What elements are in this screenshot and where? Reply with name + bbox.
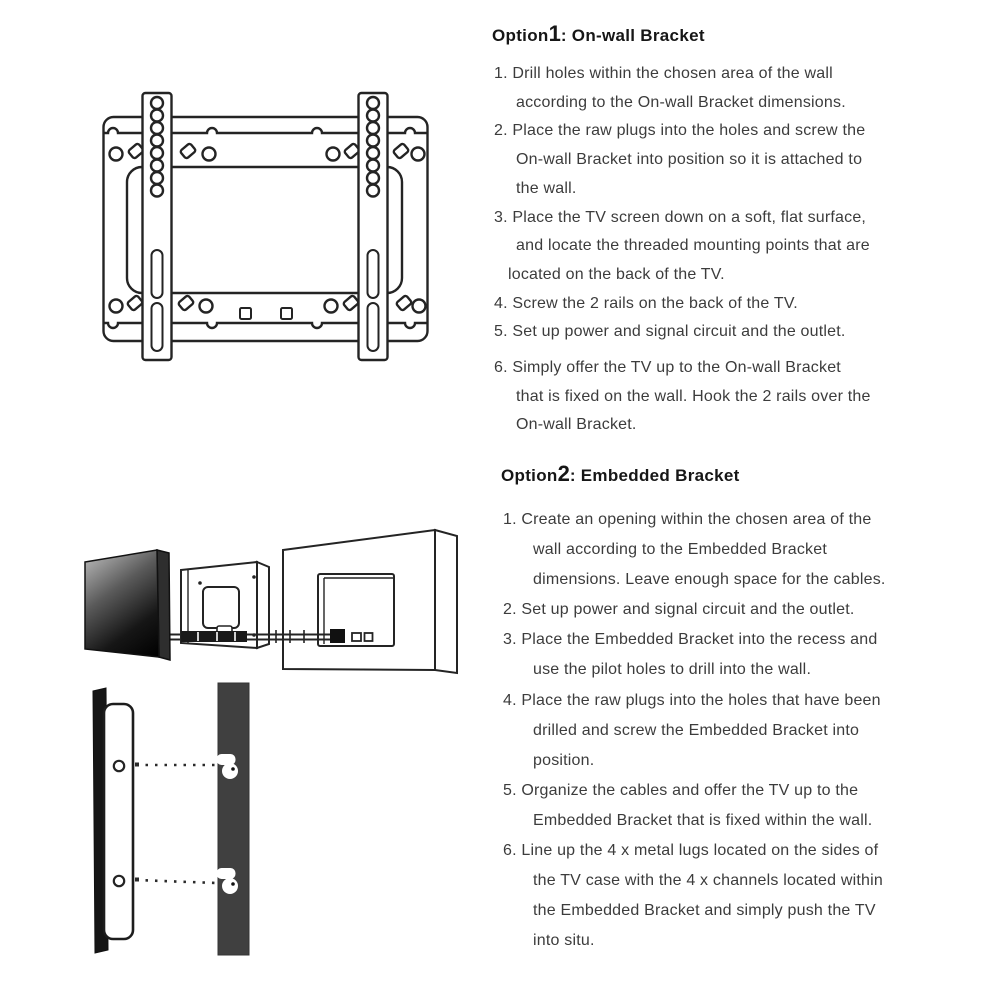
option1-heading (492, 21, 705, 47)
wall-slab (283, 530, 457, 673)
instruction-line: that is fixed on the wall. Hook the 2 rails over the (516, 387, 871, 405)
dotted-line-start (135, 878, 139, 882)
instruction-line: Embedded Bracket that is fixed within the wall. (533, 811, 873, 829)
instruction-line: and locate the threaded mounting points that are (516, 237, 870, 255)
option1-heading-prefix: Option (492, 26, 549, 45)
instruction-line: wall according to the Embedded Bracket (533, 541, 827, 559)
step (494, 318, 871, 347)
outlet-socket (365, 633, 373, 641)
step (503, 505, 886, 595)
embedded-bracket-exploded-diagram (60, 515, 470, 685)
instruction-line: drilled and screw the Embedded Bracket into (533, 721, 860, 739)
instruction-line: 4. Place the raw plugs into the holes that have been (503, 691, 881, 709)
bracket-channel-strip (217, 683, 250, 955)
step (494, 117, 871, 203)
option2-steps (503, 505, 886, 956)
on-wall-bracket-diagram (95, 85, 440, 370)
instruction-line: 6. Simply offer the TV up to the On-wall Bracket (494, 359, 841, 377)
tv-panel (85, 550, 170, 660)
instruction-line: 1. Drill holes within the chosen area of the wall (494, 65, 833, 82)
instruction-line: the TV case with the 4 x channels located within (533, 872, 883, 890)
step (503, 686, 886, 776)
option2-heading-number: 2 (557, 461, 570, 486)
channel-dot (231, 882, 235, 886)
instruction-line: 5. Set up power and signal circuit and the outlet. (494, 323, 846, 341)
step (494, 204, 871, 290)
option1-heading-number: 1 (548, 21, 561, 46)
embedded-bracket-side-diagram (85, 675, 260, 965)
step (494, 290, 871, 319)
step (503, 625, 886, 685)
instruction-line: 4. Screw the 2 rails on the back of the TV. (494, 294, 798, 312)
instruction-line: 2. Set up power and signal circuit and the outlet. (503, 601, 855, 619)
step (494, 60, 871, 117)
outlet-socket (352, 633, 361, 641)
option1-heading-rest: : On-wall Bracket (560, 26, 705, 45)
instruction-line: On-wall Bracket. (516, 416, 637, 434)
instruction-line: located on the back of the TV. (508, 265, 725, 283)
cables (170, 629, 373, 643)
instruction-line: 6. Line up the 4 x metal lugs located on the sides of (503, 842, 879, 860)
cable-plug (330, 629, 345, 643)
instruction-line: according to the On-wall Bracket dimensions. (516, 93, 846, 111)
instruction-line: position. (533, 751, 595, 769)
right-rail (359, 93, 388, 360)
step (503, 836, 886, 956)
alignment-dotted-line (136, 765, 216, 883)
dotted-line-start (135, 763, 139, 767)
tv-side-profile (93, 688, 133, 953)
instruction-line: 1. Create an opening within the chosen area of the (503, 511, 872, 528)
instruction-line: 2. Place the raw plugs into the holes and screw the (494, 122, 866, 140)
instruction-line: 5. Organize the cables and offer the TV up to the (503, 781, 859, 799)
metal-lug (114, 876, 124, 886)
instruction-line: 3. Place the TV screen down on a soft, flat surface, (494, 208, 867, 226)
instruction-line: use the pilot holes to drill into the wall. (533, 661, 812, 679)
option2-heading-prefix: Option (501, 466, 558, 485)
channel-dot (231, 767, 235, 771)
instruction-line: the Embedded Bracket and simply push the TV (533, 902, 876, 920)
instruction-line: On-wall Bracket into position so it is attached to (516, 151, 863, 169)
step (494, 354, 871, 440)
instruction-line: 3. Place the Embedded Bracket into the recess and (503, 631, 878, 649)
cable-sleeve (181, 631, 247, 642)
instruction-line: the wall. (516, 179, 577, 197)
step (503, 776, 886, 836)
option2-heading-rest: : Embedded Bracket (569, 466, 740, 485)
option1-steps (494, 60, 871, 440)
instruction-line: into situ. (533, 932, 595, 950)
instruction-line: dimensions. Leave enough space for the cables. (533, 571, 886, 589)
option2-heading (501, 461, 740, 487)
left-rail (143, 93, 172, 360)
metal-lug (114, 761, 124, 771)
step (503, 595, 886, 625)
